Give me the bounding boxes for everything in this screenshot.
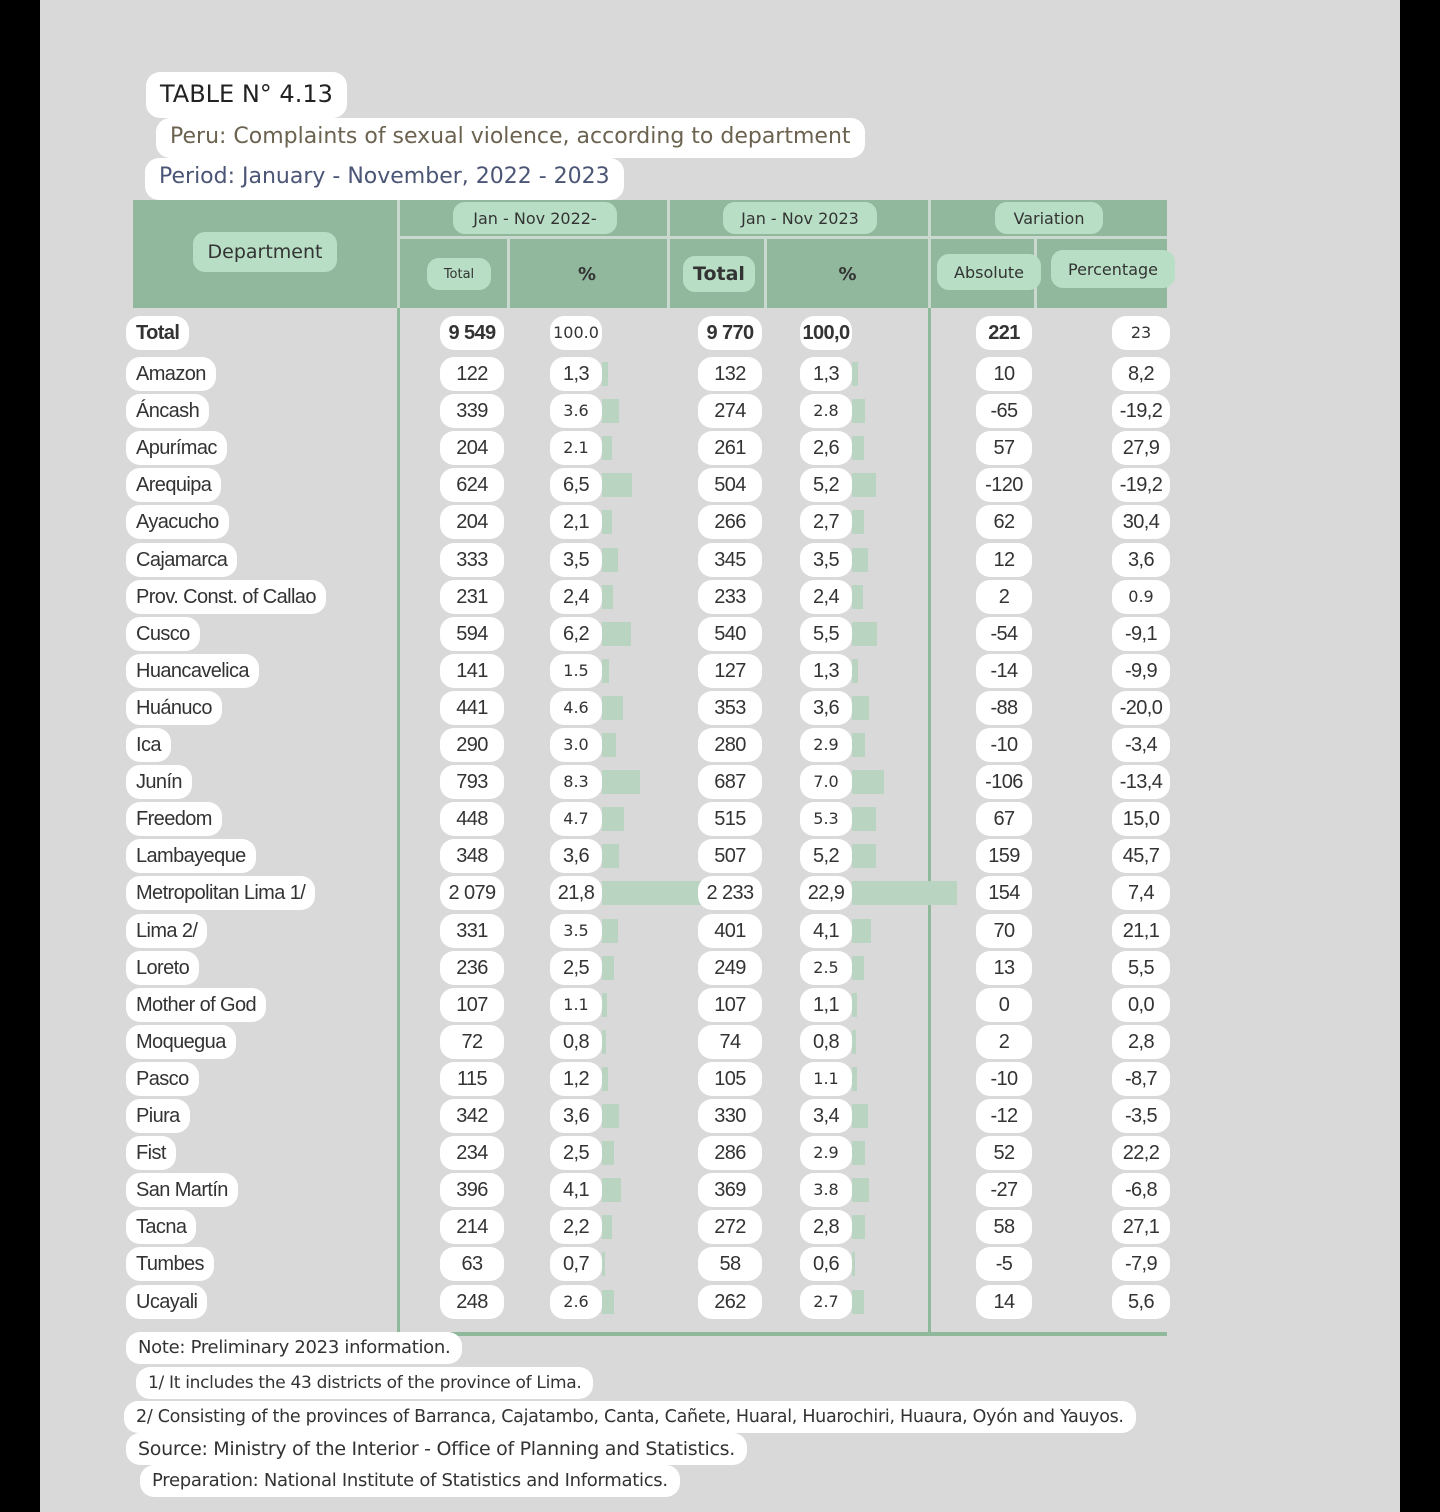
department-name: Ucayali bbox=[126, 1285, 207, 1319]
cell-pct-2023: 2,8 bbox=[800, 1210, 852, 1244]
cell-total-2022: 448 bbox=[440, 802, 504, 836]
department-name: Cusco bbox=[126, 617, 200, 651]
table-row bbox=[40, 913, 1400, 950]
cell-total-2022: 234 bbox=[440, 1136, 504, 1170]
percent-bar bbox=[602, 473, 632, 497]
department-name: Huánuco bbox=[126, 691, 222, 725]
percent-bar bbox=[852, 956, 864, 980]
percent-bar bbox=[602, 770, 640, 794]
cell-percentage: 27,9 bbox=[1112, 431, 1170, 465]
department-name: Apurímac bbox=[126, 431, 227, 465]
cell-absolute: 62 bbox=[976, 505, 1032, 539]
table-subtitle: Peru: Complaints of sexual violence, according to department bbox=[156, 118, 865, 158]
table-row bbox=[40, 467, 1400, 504]
cell-total-2023: 132 bbox=[698, 357, 762, 391]
cell-pct-2022: 3,5 bbox=[550, 543, 602, 577]
percent-bar bbox=[602, 844, 619, 868]
cell-percentage: 15,0 bbox=[1112, 802, 1170, 836]
percent-bar bbox=[852, 1252, 855, 1276]
percent-bar bbox=[852, 1290, 864, 1314]
cell-total-2023: 233 bbox=[698, 580, 762, 614]
table-row bbox=[40, 653, 1400, 690]
cell-pct-2022: 4.7 bbox=[550, 802, 602, 836]
department-name: Mother of God bbox=[126, 988, 266, 1022]
percent-bar bbox=[602, 993, 607, 1017]
department-name: Moquegua bbox=[126, 1025, 236, 1059]
percent-bar bbox=[602, 1290, 614, 1314]
cell-pct-2022: 2,5 bbox=[550, 951, 602, 985]
cell-pct-2022: 2,5 bbox=[550, 1136, 602, 1170]
note-source: Source: Ministry of the Interior - Office of Planning and Statistics. bbox=[126, 1433, 747, 1465]
cell-pct-2023: 7.0 bbox=[800, 765, 852, 799]
cell-total-2022: 624 bbox=[440, 468, 504, 502]
department-name: Ayacucho bbox=[126, 505, 229, 539]
percent-bar bbox=[852, 807, 876, 831]
department-name: Loreto bbox=[126, 951, 199, 985]
percent-bar bbox=[602, 1104, 619, 1128]
table-row bbox=[40, 616, 1400, 653]
cell-absolute: -65 bbox=[976, 394, 1032, 428]
cell-total-2023: 515 bbox=[698, 802, 762, 836]
document-page bbox=[40, 0, 1400, 1512]
cell-percentage: -19,2 bbox=[1112, 394, 1170, 428]
table-row bbox=[40, 356, 1400, 393]
cell-pct-2023: 5.3 bbox=[800, 802, 852, 836]
percent-bar bbox=[852, 362, 858, 386]
department-name: Cajamarca bbox=[126, 543, 237, 577]
table-row bbox=[40, 1209, 1400, 1246]
cell-percentage: 22,2 bbox=[1112, 1136, 1170, 1170]
percent-bar bbox=[602, 1215, 612, 1239]
cell-percentage: -8,7 bbox=[1112, 1062, 1170, 1096]
cell-percentage: -3,4 bbox=[1112, 728, 1170, 762]
cell-pct-2022: 3.6 bbox=[550, 394, 602, 428]
cell-percentage: 2,8 bbox=[1112, 1025, 1170, 1059]
percent-bar bbox=[602, 881, 702, 905]
cell-total-2023: 9 770 bbox=[698, 316, 762, 350]
header-percentage: Percentage bbox=[1051, 250, 1175, 288]
department-name: Tacna bbox=[126, 1210, 196, 1244]
percent-bar bbox=[852, 436, 864, 460]
cell-total-2023: 261 bbox=[698, 431, 762, 465]
percent-bar bbox=[852, 696, 869, 720]
cell-total-2022: 333 bbox=[440, 543, 504, 577]
cell-pct-2022: 0,7 bbox=[550, 1247, 602, 1281]
cell-total-2023: 507 bbox=[698, 839, 762, 873]
header-group-2022: Jan - Nov 2022- bbox=[453, 202, 617, 234]
table-period: Period: January - November, 2022 - 2023 bbox=[145, 158, 624, 200]
percent-bar bbox=[852, 659, 858, 683]
percent-bar bbox=[852, 585, 863, 609]
cell-total-2022: 236 bbox=[440, 951, 504, 985]
cell-pct-2023: 1,3 bbox=[800, 357, 852, 391]
cell-percentage: 0,0 bbox=[1112, 988, 1170, 1022]
cell-absolute: -106 bbox=[976, 765, 1032, 799]
cell-pct-2023: 100,0 bbox=[800, 316, 852, 350]
table-row bbox=[40, 838, 1400, 875]
table-row bbox=[40, 950, 1400, 987]
cell-pct-2023: 4,1 bbox=[800, 914, 852, 948]
cell-pct-2022: 2.1 bbox=[550, 431, 602, 465]
cell-total-2023: 272 bbox=[698, 1210, 762, 1244]
percent-bar bbox=[852, 1067, 857, 1091]
header-group-2023: Jan - Nov 2023 bbox=[723, 202, 877, 234]
cell-pct-2022: 2,1 bbox=[550, 505, 602, 539]
table-row bbox=[40, 1024, 1400, 1061]
cell-absolute: 67 bbox=[976, 802, 1032, 836]
department-name: Fist bbox=[126, 1136, 176, 1170]
table-row bbox=[40, 875, 1400, 912]
note-preparation: Preparation: National Institute of Statistics and Informatics. bbox=[140, 1465, 680, 1497]
cell-total-2022: 107 bbox=[440, 988, 504, 1022]
department-name: Lima 2/ bbox=[126, 914, 207, 948]
header-total-2023: Total bbox=[683, 256, 755, 292]
cell-total-2022: 793 bbox=[440, 765, 504, 799]
percent-bar bbox=[852, 473, 876, 497]
percent-bar bbox=[602, 548, 618, 572]
department-name: San Martín bbox=[126, 1173, 238, 1207]
cell-pct-2022: 1,3 bbox=[550, 357, 602, 391]
cell-percentage: -9,9 bbox=[1112, 654, 1170, 688]
cell-total-2022: 231 bbox=[440, 580, 504, 614]
cell-absolute: 10 bbox=[976, 357, 1032, 391]
table-header bbox=[133, 200, 1167, 308]
cell-total-2023: 353 bbox=[698, 691, 762, 725]
cell-pct-2023: 1,1 bbox=[800, 988, 852, 1022]
cell-percentage: -19,2 bbox=[1112, 468, 1170, 502]
department-name: Prov. Const. of Callao bbox=[126, 580, 326, 614]
table-row bbox=[40, 690, 1400, 727]
cell-pct-2023: 5,2 bbox=[800, 468, 852, 502]
cell-pct-2022: 2.6 bbox=[550, 1285, 602, 1319]
cell-total-2022: 342 bbox=[440, 1099, 504, 1133]
percent-bar bbox=[852, 1215, 865, 1239]
cell-total-2022: 348 bbox=[440, 839, 504, 873]
percent-bar bbox=[602, 399, 619, 423]
table-row bbox=[40, 801, 1400, 838]
cell-total-2022: 594 bbox=[440, 617, 504, 651]
percent-bar bbox=[852, 993, 857, 1017]
table-row bbox=[40, 1061, 1400, 1098]
percent-bar bbox=[602, 956, 614, 980]
cell-absolute: -54 bbox=[976, 617, 1032, 651]
cell-pct-2023: 3,5 bbox=[800, 543, 852, 577]
cell-pct-2023: 2.8 bbox=[800, 394, 852, 428]
cell-total-2023: 249 bbox=[698, 951, 762, 985]
cell-percentage: -3,5 bbox=[1112, 1099, 1170, 1133]
cell-absolute: -10 bbox=[976, 728, 1032, 762]
department-name: Ica bbox=[126, 728, 171, 762]
percent-bar bbox=[602, 1030, 606, 1054]
percent-bar bbox=[602, 436, 612, 460]
table-row bbox=[40, 579, 1400, 616]
cell-total-2022: 122 bbox=[440, 357, 504, 391]
cell-total-2023: 401 bbox=[698, 914, 762, 948]
cell-total-2022: 2 079 bbox=[440, 876, 504, 910]
department-name: Junín bbox=[126, 765, 192, 799]
cell-absolute: -14 bbox=[976, 654, 1032, 688]
cell-pct-2022: 21,8 bbox=[550, 876, 602, 910]
cell-absolute: 14 bbox=[976, 1285, 1032, 1319]
cell-absolute: 58 bbox=[976, 1210, 1032, 1244]
table-row bbox=[40, 542, 1400, 579]
cell-pct-2023: 5,2 bbox=[800, 839, 852, 873]
table-row bbox=[40, 987, 1400, 1024]
cell-total-2023: 266 bbox=[698, 505, 762, 539]
department-name: Metropolitan Lima 1/ bbox=[126, 876, 315, 910]
cell-total-2023: 687 bbox=[698, 765, 762, 799]
cell-pct-2023: 3,6 bbox=[800, 691, 852, 725]
cell-total-2022: 396 bbox=[440, 1173, 504, 1207]
percent-bar bbox=[852, 1178, 869, 1202]
header-department: Department bbox=[193, 232, 337, 272]
percent-bar bbox=[852, 881, 957, 905]
department-name: Huancavelica bbox=[126, 654, 259, 688]
cell-total-2023: 345 bbox=[698, 543, 762, 577]
cell-percentage: -20,0 bbox=[1112, 691, 1170, 725]
table-number: TABLE N° 4.13 bbox=[146, 72, 347, 118]
cell-total-2022: 204 bbox=[440, 505, 504, 539]
cell-pct-2022: 6,5 bbox=[550, 468, 602, 502]
cell-pct-2023: 22,9 bbox=[800, 876, 852, 910]
cell-total-2022: 331 bbox=[440, 914, 504, 948]
cell-pct-2022: 100.0 bbox=[550, 316, 602, 350]
cell-pct-2023: 3.8 bbox=[800, 1173, 852, 1207]
department-name: Lambayeque bbox=[126, 839, 256, 873]
department-name: Tumbes bbox=[126, 1247, 214, 1281]
cell-pct-2023: 1.1 bbox=[800, 1062, 852, 1096]
cell-total-2022: 9 549 bbox=[440, 316, 504, 350]
table-row bbox=[40, 504, 1400, 541]
cell-pct-2022: 1.5 bbox=[550, 654, 602, 688]
table-row bbox=[40, 1172, 1400, 1209]
cell-pct-2023: 2.9 bbox=[800, 1136, 852, 1170]
cell-absolute: 52 bbox=[976, 1136, 1032, 1170]
percent-bar bbox=[852, 399, 865, 423]
table-row bbox=[40, 1135, 1400, 1172]
cell-total-2023: 286 bbox=[698, 1136, 762, 1170]
department-name: Áncash bbox=[126, 394, 209, 428]
table-row bbox=[40, 1098, 1400, 1135]
cell-total-2023: 369 bbox=[698, 1173, 762, 1207]
percent-bar bbox=[852, 733, 865, 757]
cell-total-2023: 127 bbox=[698, 654, 762, 688]
percent-bar bbox=[602, 1252, 605, 1276]
department-name: Amazon bbox=[126, 357, 216, 391]
cell-pct-2022: 0,8 bbox=[550, 1025, 602, 1059]
cell-percentage: 5,6 bbox=[1112, 1285, 1170, 1319]
cell-total-2023: 280 bbox=[698, 728, 762, 762]
cell-percentage: 23 bbox=[1112, 316, 1170, 350]
cell-pct-2022: 3,6 bbox=[550, 1099, 602, 1133]
header-absolute: Absolute bbox=[937, 254, 1041, 290]
cell-total-2022: 339 bbox=[440, 394, 504, 428]
cell-pct-2023: 2.7 bbox=[800, 1285, 852, 1319]
cell-pct-2023: 5,5 bbox=[800, 617, 852, 651]
percent-bar bbox=[852, 548, 868, 572]
cell-percentage: -13,4 bbox=[1112, 765, 1170, 799]
cell-percentage: 27,1 bbox=[1112, 1210, 1170, 1244]
cell-total-2023: 105 bbox=[698, 1062, 762, 1096]
percent-bar bbox=[602, 1141, 614, 1165]
percent-bar bbox=[852, 510, 864, 534]
percent-bar bbox=[852, 1030, 856, 1054]
table-row bbox=[40, 393, 1400, 430]
cell-total-2022: 248 bbox=[440, 1285, 504, 1319]
cell-percentage: 30,4 bbox=[1112, 505, 1170, 539]
percent-bar bbox=[852, 770, 884, 794]
header-total-2022: Total bbox=[427, 258, 491, 290]
cell-pct-2022: 3.0 bbox=[550, 728, 602, 762]
percent-bar bbox=[852, 1141, 865, 1165]
cell-pct-2022: 3,6 bbox=[550, 839, 602, 873]
note-preliminary: Note: Preliminary 2023 information. bbox=[126, 1332, 462, 1364]
cell-percentage: -6,8 bbox=[1112, 1173, 1170, 1207]
cell-total-2023: 2 233 bbox=[698, 876, 762, 910]
cell-pct-2023: 1,3 bbox=[800, 654, 852, 688]
percent-bar bbox=[602, 733, 616, 757]
cell-pct-2023: 2.5 bbox=[800, 951, 852, 985]
cell-percentage: 8,2 bbox=[1112, 357, 1170, 391]
percent-bar bbox=[602, 1178, 621, 1202]
cell-total-2022: 72 bbox=[440, 1025, 504, 1059]
cell-absolute: 221 bbox=[976, 316, 1032, 350]
percent-bar bbox=[852, 1104, 868, 1128]
header-pct-2022: % bbox=[577, 263, 597, 285]
note-footnote-1: 1/ It includes the 43 districts of the province of Lima. bbox=[136, 1367, 593, 1399]
table-row bbox=[40, 727, 1400, 764]
cell-pct-2022: 3.5 bbox=[550, 914, 602, 948]
percent-bar bbox=[602, 622, 631, 646]
percent-bar bbox=[602, 919, 618, 943]
cell-percentage: 21,1 bbox=[1112, 914, 1170, 948]
percent-bar bbox=[602, 696, 623, 720]
cell-pct-2023: 0,8 bbox=[800, 1025, 852, 1059]
cell-pct-2023: 3,4 bbox=[800, 1099, 852, 1133]
cell-absolute: 12 bbox=[976, 543, 1032, 577]
cell-total-2022: 214 bbox=[440, 1210, 504, 1244]
cell-absolute: 2 bbox=[976, 580, 1032, 614]
cell-total-2023: 58 bbox=[698, 1247, 762, 1281]
cell-absolute: -10 bbox=[976, 1062, 1032, 1096]
cell-absolute: -5 bbox=[976, 1247, 1032, 1281]
table-row bbox=[40, 764, 1400, 801]
cell-pct-2023: 2,4 bbox=[800, 580, 852, 614]
percent-bar bbox=[602, 659, 609, 683]
cell-absolute: -12 bbox=[976, 1099, 1032, 1133]
total-row bbox=[40, 315, 1400, 352]
percent-bar bbox=[852, 622, 877, 646]
cell-absolute: 154 bbox=[976, 876, 1032, 910]
cell-percentage: 7,4 bbox=[1112, 876, 1170, 910]
header-group-variation: Variation bbox=[995, 202, 1103, 234]
cell-total-2022: 63 bbox=[440, 1247, 504, 1281]
department-name: Arequipa bbox=[126, 468, 221, 502]
percent-bar bbox=[602, 585, 613, 609]
cell-pct-2023: 2.9 bbox=[800, 728, 852, 762]
percent-bar bbox=[602, 1067, 608, 1091]
cell-total-2023: 330 bbox=[698, 1099, 762, 1133]
cell-total-2023: 74 bbox=[698, 1025, 762, 1059]
header-pct-2023: % bbox=[838, 263, 857, 285]
cell-percentage: 5,5 bbox=[1112, 951, 1170, 985]
cell-absolute: 57 bbox=[976, 431, 1032, 465]
cell-absolute: 159 bbox=[976, 839, 1032, 873]
cell-total-2022: 290 bbox=[440, 728, 504, 762]
cell-pct-2022: 1.1 bbox=[550, 988, 602, 1022]
table-row bbox=[40, 430, 1400, 467]
department-name: Pasco bbox=[126, 1062, 199, 1096]
cell-pct-2022: 8.3 bbox=[550, 765, 602, 799]
cell-total-2022: 204 bbox=[440, 431, 504, 465]
cell-percentage: 3,6 bbox=[1112, 543, 1170, 577]
cell-total-2023: 274 bbox=[698, 394, 762, 428]
cell-total-2023: 540 bbox=[698, 617, 762, 651]
table-row bbox=[40, 1284, 1400, 1321]
cell-absolute: 0 bbox=[976, 988, 1032, 1022]
cell-total-2022: 441 bbox=[440, 691, 504, 725]
cell-absolute: 2 bbox=[976, 1025, 1032, 1059]
cell-absolute: -88 bbox=[976, 691, 1032, 725]
department-name: Freedom bbox=[126, 802, 222, 836]
cell-pct-2023: 0,6 bbox=[800, 1247, 852, 1281]
cell-pct-2022: 4.6 bbox=[550, 691, 602, 725]
cell-total-2023: 107 bbox=[698, 988, 762, 1022]
percent-bar bbox=[602, 362, 608, 386]
cell-total-2023: 262 bbox=[698, 1285, 762, 1319]
cell-pct-2023: 2,6 bbox=[800, 431, 852, 465]
cell-absolute: -27 bbox=[976, 1173, 1032, 1207]
department-name: Piura bbox=[126, 1099, 190, 1133]
cell-total-2022: 115 bbox=[440, 1062, 504, 1096]
cell-percentage: 0.9 bbox=[1112, 580, 1170, 614]
percent-bar bbox=[602, 510, 612, 534]
cell-pct-2023: 2,7 bbox=[800, 505, 852, 539]
cell-pct-2022: 4,1 bbox=[550, 1173, 602, 1207]
cell-pct-2022: 2,4 bbox=[550, 580, 602, 614]
cell-absolute: -120 bbox=[976, 468, 1032, 502]
note-footnote-2: 2/ Consisting of the provinces of Barranca, Cajatambo, Canta, Cañete, Huaral, Huarochiri, Huaura, Oyón and Yauyos. bbox=[124, 1401, 1136, 1433]
table-row bbox=[40, 1246, 1400, 1283]
cell-percentage: 45,7 bbox=[1112, 839, 1170, 873]
percent-bar bbox=[852, 844, 876, 868]
cell-absolute: 70 bbox=[976, 914, 1032, 948]
cell-total-2022: 141 bbox=[440, 654, 504, 688]
percent-bar bbox=[852, 919, 871, 943]
percent-bar bbox=[602, 807, 624, 831]
cell-total-2023: 504 bbox=[698, 468, 762, 502]
cell-percentage: -7,9 bbox=[1112, 1247, 1170, 1281]
cell-absolute: 13 bbox=[976, 951, 1032, 985]
cell-pct-2022: 1,2 bbox=[550, 1062, 602, 1096]
table-bottom-rule bbox=[398, 1332, 1167, 1336]
cell-pct-2022: 6,2 bbox=[550, 617, 602, 651]
cell-percentage: -9,1 bbox=[1112, 617, 1170, 651]
cell-pct-2022: 2,2 bbox=[550, 1210, 602, 1244]
department-name: Total bbox=[126, 316, 189, 350]
